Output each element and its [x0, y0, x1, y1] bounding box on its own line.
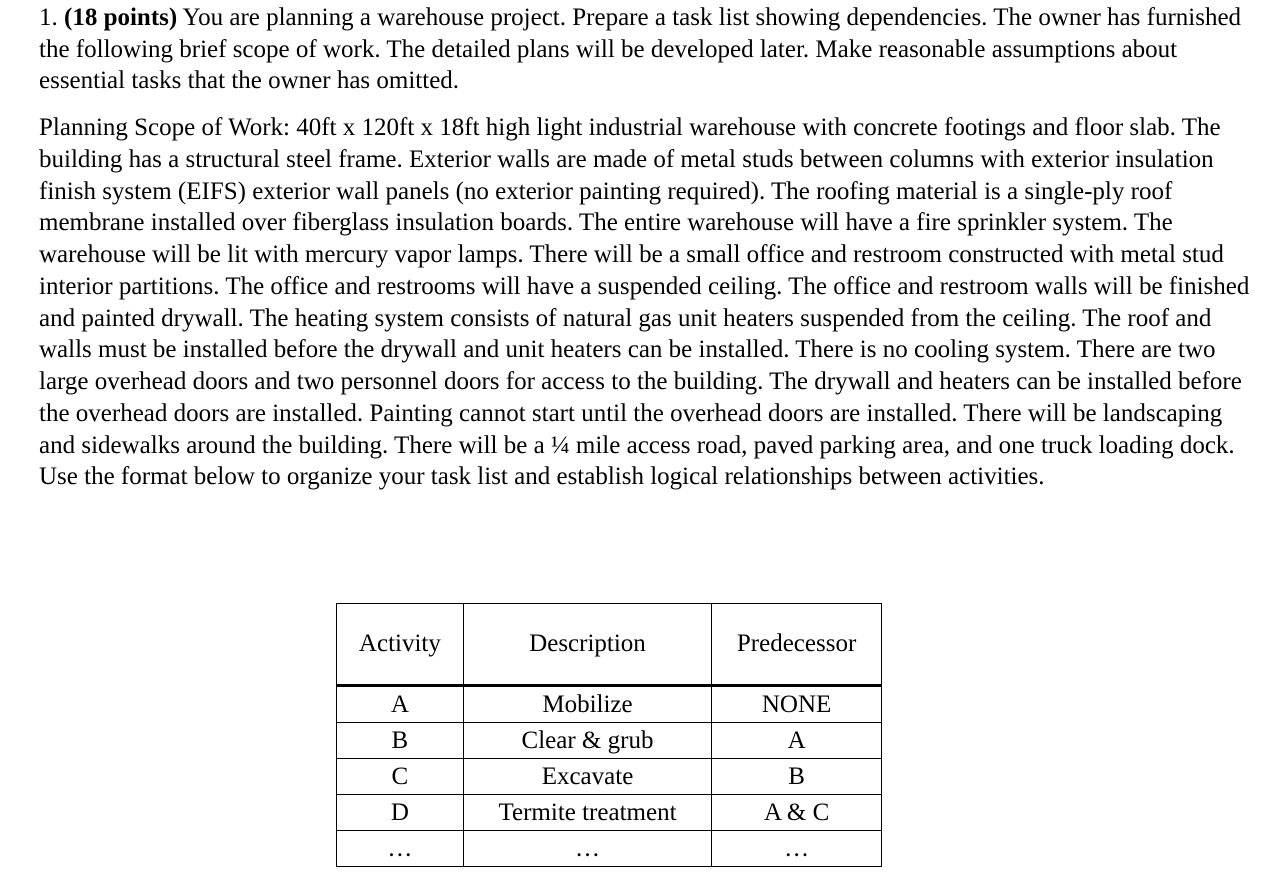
activity-cell: A — [337, 686, 464, 723]
task-list-table — [336, 603, 882, 867]
predecessor-cell: NONE — [712, 686, 882, 723]
predecessor-cell: … — [712, 831, 882, 867]
activity-cell: … — [337, 831, 464, 867]
table-row — [337, 723, 882, 759]
scope-of-work: Planning Scope of Work: 40ft x 120ft x 18ft high light industrial warehouse with concrete footings and floor slab. The building has a structural steel frame. Exterior walls are made of metal studs between columns with exterior insulation finish system (EIFS) exterior wall panels (no exterior painting required). The roofing material is a single-ply roof membrane installed over fiberglass insulation boards. The entire warehouse will have a fire sprinkler system. The warehouse will be lit with mercury vapor lamps. There will be a small office and restroom constructed with metal stud interior partitions. The office and restrooms will have a suspended ceiling. The office and restroom walls will be finished and painted drywall. The heating system consists of natural gas unit heaters suspended from the ceiling. The roof and walls must be installed before the drywall and unit heaters can be installed. There is no cooling system. There are two large overhead doors and two personnel doors for access to the building. The drywall and heaters can be installed before the overhead doors are installed. Painting cannot start until the overhead doors are installed. There will be landscaping and sidewalks around the building. There will be a ¼ mile access road, paved parking area, and one truck loading dock. Use the format below to organize your task list and establish logical relationships between activities. — [39, 114, 1250, 491]
header-predecessor: Predecessor — [712, 604, 882, 686]
question-prompt — [39, 2, 1249, 97]
question-text: You are planning a warehouse project. Prepare a task list showing dependencies. The owner has furnished the following brief scope of work. The detailed plans will be developed later. Make reasonable assumptions about essential tasks that the owner has omitted. — [39, 4, 1242, 95]
predecessor-cell: A — [712, 723, 882, 759]
table-row — [337, 759, 882, 795]
question-points: (18 points) — [64, 4, 178, 31]
header-description: Description — [463, 604, 711, 686]
description-cell: Termite treatment — [463, 795, 711, 831]
description-cell: Clear & grub — [463, 723, 711, 759]
question-number: 1. — [39, 4, 58, 31]
description-cell: Excavate — [463, 759, 711, 795]
predecessor-cell: A & C — [712, 795, 882, 831]
activity-cell: B — [337, 723, 464, 759]
table-row — [337, 795, 882, 831]
predecessor-cell: B — [712, 759, 882, 795]
table-row — [337, 831, 882, 867]
table-header-row — [337, 604, 882, 686]
description-cell: … — [463, 831, 711, 867]
table-row — [337, 686, 882, 723]
header-activity: Activity — [337, 604, 464, 686]
activity-cell: D — [337, 795, 464, 831]
activity-cell: C — [337, 759, 464, 795]
description-cell: Mobilize — [463, 686, 711, 723]
